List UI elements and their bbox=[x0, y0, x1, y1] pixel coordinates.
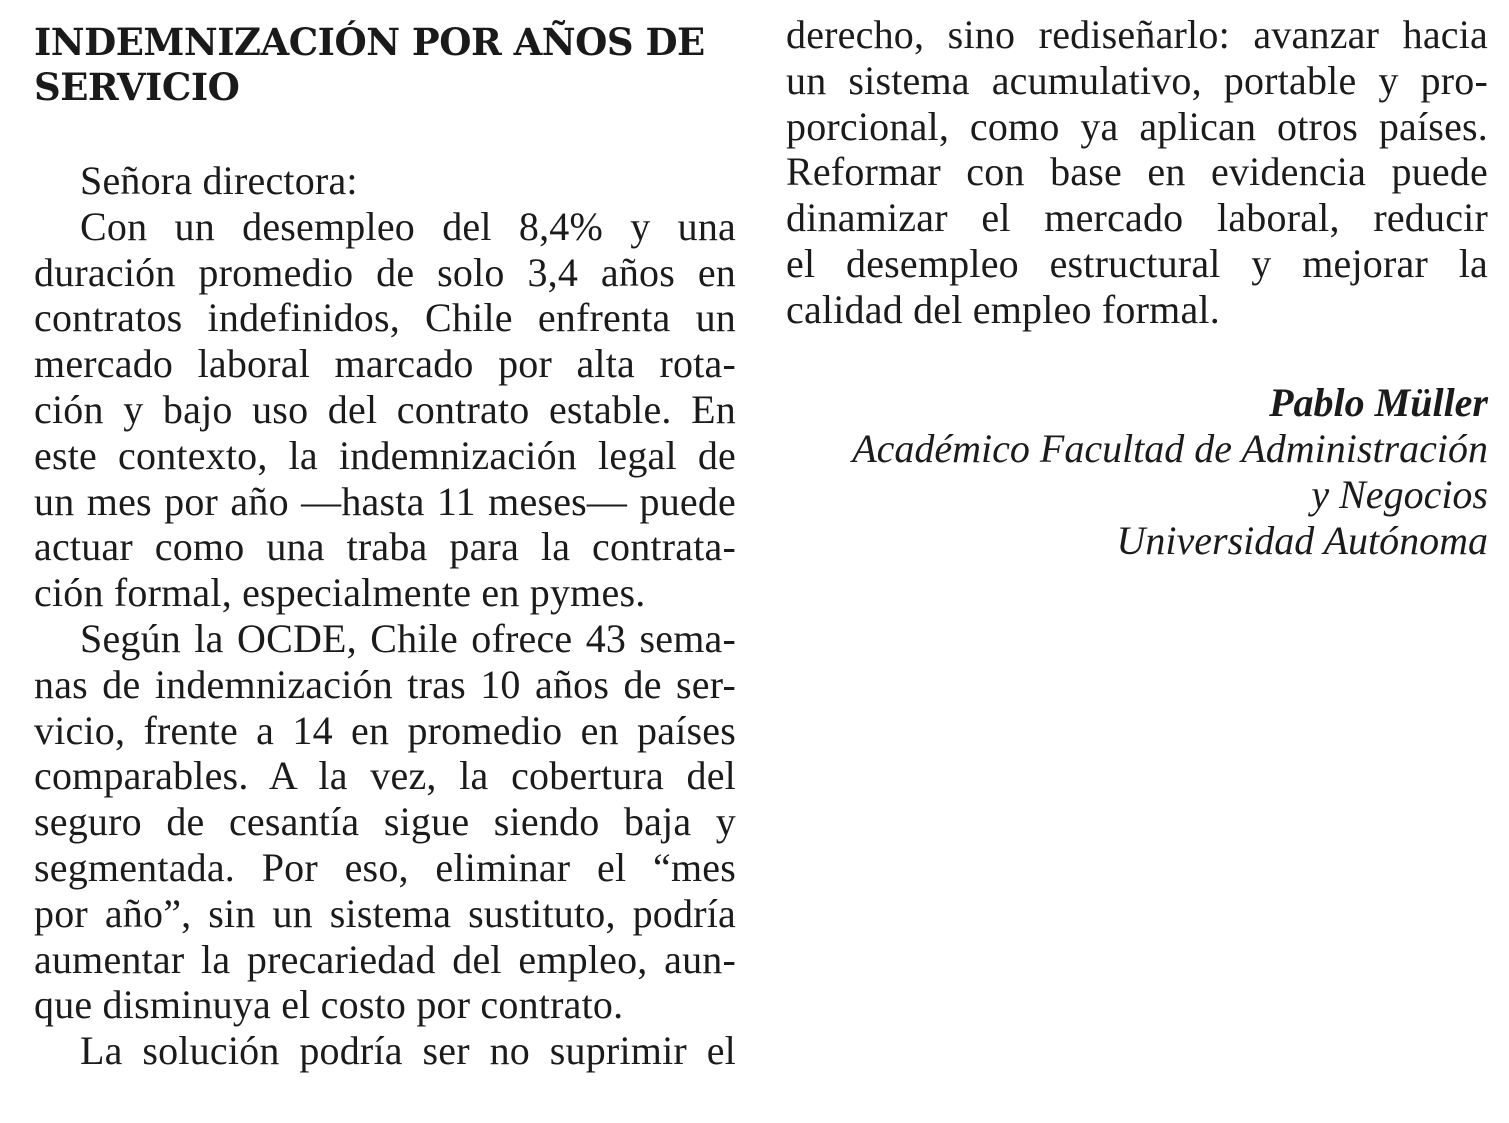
text-line: duración promedio de solo 3,4 años en bbox=[34, 249, 736, 295]
headline-line: SERVICIO bbox=[34, 65, 240, 109]
author-name: Pablo Müller bbox=[1269, 380, 1488, 425]
text-line: Con un desempleo del 8,4% y una bbox=[80, 203, 736, 249]
author-affiliation: y Negocios bbox=[1311, 472, 1488, 517]
text-line: nas de indemnización tras 10 años de ser- bbox=[34, 661, 736, 707]
salutation: Señora directora: bbox=[80, 158, 358, 203]
author-institution: Universidad Autónoma bbox=[1116, 518, 1488, 563]
letter-body-left bbox=[34, 158, 736, 1074]
text-line: vicio, frente a 14 en promedio en países bbox=[34, 707, 736, 753]
text-line: Reformar con base en evidencia puede bbox=[786, 149, 1488, 195]
letter-headline bbox=[34, 20, 705, 110]
text-line: un sistema acumulativo, portable y pro- bbox=[786, 57, 1488, 103]
text-line: dinamizar el mercado laboral, reducir bbox=[786, 195, 1488, 241]
text-line: derecho, sino rediseñarlo: avanzar hacia bbox=[786, 12, 1488, 57]
text-line: seguro de cesantía sigue siendo baja y bbox=[34, 799, 736, 845]
text-line: por año”, sin un sistema sustituto, podría bbox=[34, 890, 736, 936]
text-line: contratos indefinidos, Chile enfrenta un bbox=[34, 295, 736, 341]
text-line: La solución podría ser no suprimir el bbox=[80, 1028, 736, 1074]
letter-body-right bbox=[786, 12, 1488, 333]
headline-line: INDEMNIZACIÓN POR AÑOS DE bbox=[34, 20, 705, 64]
author-affiliation: Académico Facultad de Administración bbox=[852, 426, 1488, 471]
text-line: ción formal, especialmente en pymes. bbox=[34, 570, 646, 616]
text-line: ción y bajo uso del contrato estable. En bbox=[34, 386, 736, 432]
text-line: Según la OCDE, Chile ofrece 43 sema- bbox=[80, 615, 736, 661]
text-line: este contexto, la indemnización legal de bbox=[34, 432, 736, 478]
text-line: el desempleo estructural y mejorar la bbox=[786, 240, 1488, 286]
text-line: calidad del empleo formal. bbox=[786, 286, 1220, 332]
text-line: comparables. A la vez, la cobertura del bbox=[34, 753, 736, 799]
text-line: aumentar la precariedad del empleo, aun- bbox=[34, 936, 736, 982]
signature-block bbox=[786, 380, 1488, 564]
text-line: que disminuya el costo por contrato. bbox=[34, 982, 624, 1028]
text-line: un mes por año —hasta 11 meses— puede bbox=[34, 478, 736, 524]
text-line: actuar como una traba para la contrata- bbox=[34, 524, 736, 570]
text-line: segmentada. Por eso, eliminar el “mes bbox=[34, 844, 736, 890]
text-line: porcional, como ya aplican otros países. bbox=[786, 103, 1488, 149]
text-line: mercado laboral marcado por alta rota- bbox=[34, 341, 736, 387]
